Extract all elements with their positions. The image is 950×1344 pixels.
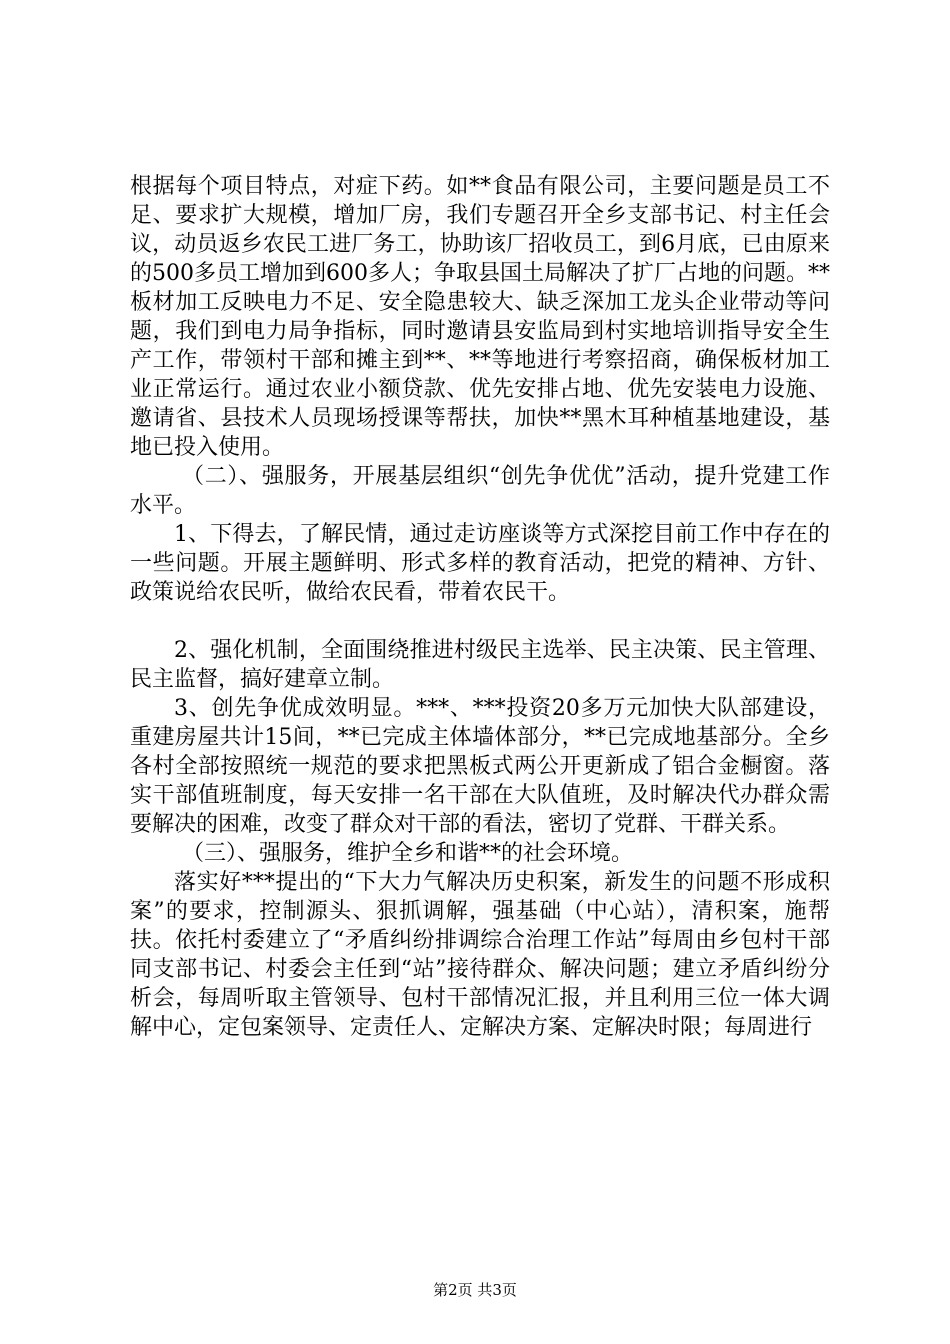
- document-body: [130, 172, 830, 1042]
- section-heading-two: （二）、强服务，开展基层组织“创先争优优”活动，提升党建工作水平。: [130, 464, 830, 518]
- paragraph-item-two: 2、强化机制，全面围绕推进村级民主选举、民主决策、民主管理、民主监督，搞好建章立制。: [130, 638, 830, 692]
- page-footer: 第2页 共3页: [433, 1281, 517, 1299]
- paragraph-project-support: 根据每个项目特点，对症下药。如**食品有限公司，主要问题是员工不足、要求扩大规模，增加厂房，我们专题召开全乡支部书记、村主任会议，动员返乡农民工进厂务工，协助该厂招收员工，到6月底，已由原来的500多员工增加到600多人；争取县国土局解决了扩厂占地的问题。**板材加工反映电力不足、安全隐患较大、缺乏深加工龙头企业带动等问题，我们到电力局争指标，同时邀请县安监局到村实地培训指导安全生产工作，带领村干部和摊主到**、**等地进行考察招商，确保板材加工业正常运行。通过农业小额贷款、优先安排占地、优先安装电力设施、邀请省、县技术人员现场授课等帮扶，加快**黑木耳种植基地建设，基地已投入使用。: [130, 174, 830, 460]
- paragraph-gap: [130, 607, 830, 636]
- paragraph-dispute-resolution: 落实好***提出的“下大力气解决历史积案，新发生的问题不形成积案”的要求，控制源头、狠抓调解，强基础（中心站），清积案，施帮扶。依托村委建立了“矛盾纠纷排调综合治理工作站”每周由乡包村干部同支部书记、村委会主任到“站”接待群众、解决问题；建立矛盾纠纷分析会，每周听取主管领导、包村干部情况汇报，并且利用三位一体大调解中心，定包案领导、定责任人、定解决方案、定解决时限；每周进行: [130, 870, 830, 1040]
- paragraph-item-one: 1、下得去，了解民情，通过走访座谈等方式深挖目前工作中存在的一些问题。开展主题鲜明、形式多样的教育活动，把党的精神、方针、政策说给农民听，做给农民看，带着农民干。: [130, 522, 830, 605]
- section-heading-three: （三）、强服务，维护全乡和谐**的社会环境。: [182, 841, 634, 866]
- paragraph-item-three: 3、创先争优成效明显。***、***投资20多万元加快大队部建设，重建房屋共计15间，**已完成主体墙体部分，**已完成地基部分。全乡各村全部按照统一规范的要求把黑板式两公开更新成了铝合金橱窗。落实干部值班制度，每天安排一名干部在大队值班，及时解决代办群众需要解决的困难，改变了群众对干部的看法，密切了党群、干群关系。: [130, 696, 830, 837]
